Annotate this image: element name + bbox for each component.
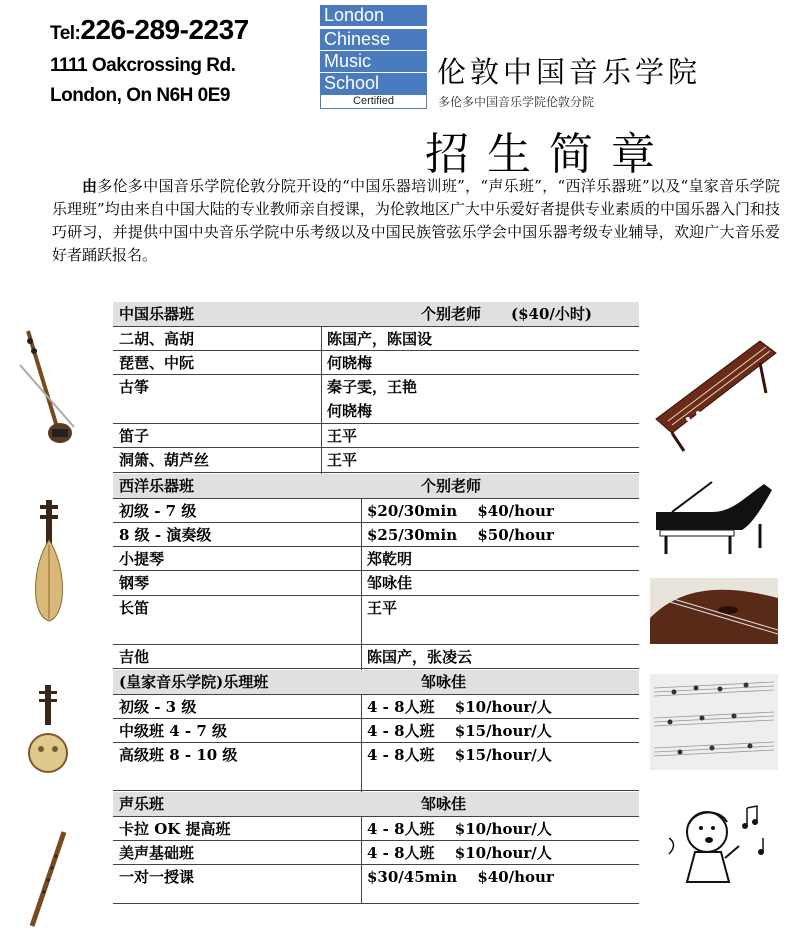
teacher-xiao: 王平 bbox=[327, 451, 358, 469]
course-theory-intermediate: 中级班 4 - 7 级 bbox=[119, 722, 227, 740]
theory-section-teacher: 邹咏佳 bbox=[421, 673, 467, 691]
chinese-section-title: 中国乐器班 bbox=[119, 305, 195, 323]
vocal-section-title: 声乐班 bbox=[119, 795, 165, 813]
western-section-rate: 个别老师 bbox=[421, 477, 482, 495]
teacher-guitar: 陈国产，张凌云 bbox=[367, 648, 473, 666]
teacher-piano: 邹咏佳 bbox=[367, 574, 413, 592]
dizi-flute-icon bbox=[22, 828, 72, 930]
teacher-erhu: 陈国产，陈国设 bbox=[327, 330, 433, 348]
sheet-music-photo bbox=[650, 674, 778, 770]
price-theory-beginner: 4 - 8人班 $10/hour/人 bbox=[367, 698, 552, 716]
page-title: 招生简章 bbox=[425, 129, 673, 180]
course-table bbox=[113, 300, 639, 904]
price-bel-canto: 4 - 8人班 $10/hour/人 bbox=[367, 844, 552, 862]
logo-certified: Certified bbox=[320, 94, 427, 109]
logo-line-london: London bbox=[320, 5, 427, 26]
price-theory-intermediate: 4 - 8人班 $15/hour/人 bbox=[367, 722, 552, 740]
course-violin: 小提琴 bbox=[119, 550, 165, 568]
teacher-pipa: 何晓梅 bbox=[327, 354, 373, 372]
singing-child-icon bbox=[665, 798, 775, 888]
course-piano: 钢琴 bbox=[119, 574, 150, 592]
intro-text: 多伦多中国音乐学院伦敦分院开设的“中国乐器培训班”，“声乐班”，“西洋乐器班”以及“皇家音乐学院乐理班”均由来自中国大陆的专业教师亲自授课，为伦敦地区广大中乐爱好者提供专业素质的中国乐器入门和技巧研习，并提供中国中央音乐学院中乐考级以及中国民族管弦乐学会中国乐器考级专业辅导，欢迎广大音乐爱好者踊跃报名。 bbox=[52, 177, 780, 264]
course-erhu: 二胡、高胡 bbox=[119, 330, 195, 348]
tel-number: 226-289-2237 bbox=[80, 14, 249, 45]
teacher-violin: 郑乾明 bbox=[367, 550, 413, 568]
course-flute: 长笛 bbox=[119, 599, 150, 617]
school-subtitle: 多伦多中国音乐学院伦敦分院 bbox=[438, 95, 595, 109]
erhu-icon bbox=[12, 325, 82, 450]
teacher-dizi: 王平 bbox=[327, 427, 358, 445]
intro-paragraph bbox=[52, 175, 780, 267]
course-western-beginner: 初级 - 7 级 bbox=[119, 502, 197, 520]
course-guitar: 吉他 bbox=[119, 648, 150, 666]
tel-label: Tel: bbox=[50, 23, 81, 44]
guzheng-icon bbox=[648, 333, 778, 455]
logo-line-chinese: Chinese bbox=[320, 29, 427, 50]
address-line-1: 1111 Oakcrossing Rd. bbox=[50, 55, 236, 76]
course-xiao: 洞箫、葫芦丝 bbox=[119, 451, 210, 469]
price-karaoke: 4 - 8人班 $10/hour/人 bbox=[367, 820, 552, 838]
teacher-guzheng-2: 何晓梅 bbox=[327, 402, 373, 420]
piano-icon bbox=[652, 478, 778, 558]
logo-line-music: Music bbox=[320, 51, 427, 72]
price-theory-advanced: 4 - 8人班 $15/hour/人 bbox=[367, 746, 552, 764]
course-guzheng: 古筝 bbox=[119, 378, 150, 396]
school-name: 伦敦中国音乐学院 bbox=[437, 55, 702, 89]
western-section-title: 西洋乐器班 bbox=[119, 477, 195, 495]
vocal-section-header bbox=[113, 792, 639, 816]
course-pipa: 琵琶、中阮 bbox=[119, 354, 195, 372]
teacher-guzheng: 秦子雯，王艳 bbox=[327, 378, 418, 396]
course-theory-advanced: 高级班 8 - 10 级 bbox=[119, 746, 238, 764]
teacher-flute: 王平 bbox=[367, 599, 398, 617]
vocal-section-teacher: 邹咏佳 bbox=[421, 795, 467, 813]
course-bel-canto: 美声基础班 bbox=[119, 844, 195, 862]
price-one-on-one: $30/45min $40/hour bbox=[367, 868, 554, 886]
phone-number bbox=[50, 14, 249, 46]
price-western-advanced: $25/30min $50/hour bbox=[367, 526, 554, 544]
violin-photo bbox=[650, 578, 778, 644]
logo-line-school: School bbox=[320, 73, 427, 94]
zhongruan-icon bbox=[28, 683, 68, 783]
course-one-on-one: 一对一授课 bbox=[119, 868, 195, 886]
pipa-icon bbox=[30, 495, 68, 625]
address-line-2: London, On N6H 0E9 bbox=[50, 85, 230, 106]
chinese-section-rate: 个别老师 ($40/小时) bbox=[421, 305, 592, 323]
course-dizi: 笛子 bbox=[119, 427, 150, 445]
intro-first-char: 由 bbox=[82, 177, 98, 195]
course-theory-beginner: 初级 - 3 级 bbox=[119, 698, 197, 716]
course-western-advanced: 8 级 - 演奏级 bbox=[119, 526, 212, 544]
price-western-beginner: $20/30min $40/hour bbox=[367, 502, 554, 520]
course-karaoke: 卡拉 OK 提高班 bbox=[119, 820, 231, 838]
theory-section-title: (皇家音乐学院)乐理班 bbox=[119, 673, 269, 691]
